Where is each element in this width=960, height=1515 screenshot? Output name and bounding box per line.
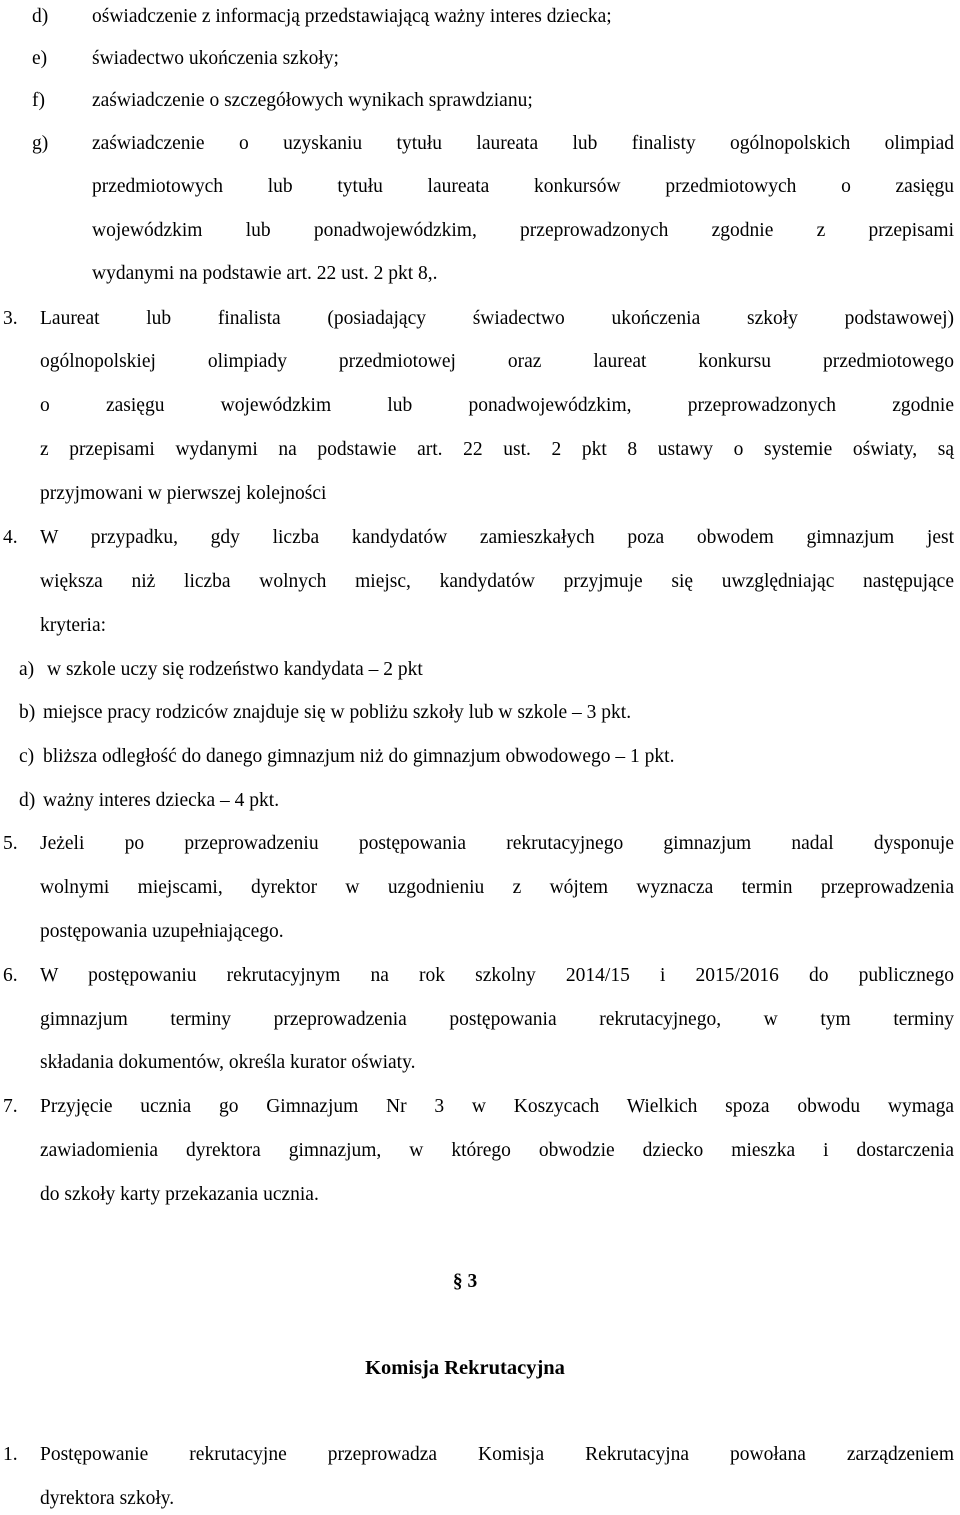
- list-label-e: e): [32, 48, 48, 69]
- section-title: Komisja Rekrutacyjna: [365, 1357, 565, 1379]
- item-3-line-4: z przepisami wydanymi na podstawie art. 22 ust. 2 pkt 8 ustawy o systemie oświaty, są: [40, 439, 954, 460]
- item-3-number: 3.: [3, 308, 18, 329]
- criterion-label-c: c): [19, 746, 35, 767]
- item-4-number: 4.: [3, 527, 18, 548]
- item-5-line-2: wolnymi miejscami, dyrektor w uzgodnieniu z wójtem wyznacza termin przeprowadzenia: [40, 877, 954, 898]
- item-6-line-1: W postępowaniu rekrutacyjnym na rok szkolny 2014/15 i 2015/2016 do publicznego: [40, 965, 954, 986]
- list-item-f-text: zaświadczenie o szczegółowych wynikach sprawdzianu;: [92, 90, 533, 111]
- item-5-line-3: postępowania uzupełniającego.: [40, 921, 284, 942]
- criterion-c-text: bliższa odległość do danego gimnazjum niż do gimnazjum obwodowego – 1 pkt.: [43, 746, 675, 767]
- item-6-line-3: składania dokumentów, określa kurator oświaty.: [40, 1052, 416, 1073]
- item-4-line-2: większa niż liczba wolnych miejsc, kandydatów przyjmuje się uwzględniając następujące: [40, 571, 954, 592]
- item-4-line-1: W przypadku, gdy liczba kandydatów zamieszkałych poza obwodem gimnazjum jest: [40, 527, 954, 548]
- item-3-line-5: przyjmowani w pierwszej kolejności: [40, 483, 327, 504]
- list-item-e-text: świadectwo ukończenia szkoły;: [92, 48, 339, 69]
- item-3-line-1: Laureat lub finalista (posiadający świadectwo ukończenia szkoły podstawowej): [40, 308, 954, 329]
- criterion-label-d: d): [19, 790, 36, 811]
- criterion-d-text: ważny interes dziecka – 4 pkt.: [43, 790, 280, 811]
- item-7-line-1: Przyjęcie ucznia go Gimnazjum Nr 3 w Koszycach Wielkich spoza obwodu wymaga: [40, 1096, 954, 1117]
- item-7-line-2: zawiadomienia dyrektora gimnazjum, w którego obwodzie dziecko mieszka i dostarczenia: [40, 1140, 954, 1161]
- list-label-d: d): [32, 6, 49, 27]
- list-label-g: g): [32, 133, 49, 154]
- section-mark: § 3: [452, 1271, 478, 1292]
- item-3-line-3: o zasięgu wojewódzkim lub ponadwojewódzkim, przeprowadzonych zgodnie: [40, 395, 954, 416]
- criterion-b-text: miejsce pracy rodziców znajduje się w pobliżu szkoły lub w szkole – 3 pkt.: [43, 702, 632, 723]
- list-label-f: f): [32, 90, 45, 111]
- section-item-1-line-2: dyrektora szkoły.: [40, 1488, 175, 1509]
- item-6-number: 6.: [3, 965, 18, 986]
- item-4-line-3: kryteria:: [40, 615, 107, 636]
- item-7-line-3: do szkoły karty przekazania ucznia.: [40, 1184, 319, 1205]
- item-6-line-2: gimnazjum terminy przeprowadzenia postępowania rekrutacyjnego, w tym terminy: [40, 1009, 954, 1030]
- list-item-g-line-1: zaświadczenie o uzyskaniu tytułu laureata lub finalisty ogólnopolskich olimpiad: [92, 133, 954, 154]
- criterion-a-text: w szkole uczy się rodzeństwo kandydata – 2 pkt: [47, 659, 423, 680]
- item-3-line-2: ogólnopolskiej olimpiady przedmiotowej oraz laureat konkursu przedmiotowego: [40, 351, 954, 372]
- list-item-g-line-3: wojewódzkim lub ponadwojewódzkim, przeprowadzonych zgodnie z przepisami: [92, 220, 954, 241]
- list-item-g-line-4: wydanymi na podstawie art. 22 ust. 2 pkt 8,.: [92, 263, 438, 284]
- item-5-number: 5.: [3, 833, 18, 854]
- section-item-1-number: 1.: [3, 1444, 18, 1465]
- criterion-label-a: a): [19, 659, 35, 680]
- item-7-number: 7.: [3, 1096, 18, 1117]
- section-item-1-line-1: Postępowanie rekrutacyjne przeprowadza Komisja Rekrutacyjna powołana zarządzeniem: [40, 1444, 954, 1465]
- criterion-label-b: b): [19, 702, 36, 723]
- item-5-line-1: Jeżeli po przeprowadzeniu postępowania rekrutacyjnego gimnazjum nadal dysponuje: [40, 833, 954, 854]
- list-item-g-line-2: przedmiotowych lub tytułu laureata konkursów przedmiotowych o zasięgu: [92, 176, 954, 197]
- list-item-d-text: oświadczenie z informacją przedstawiającą ważny interes dziecka;: [92, 6, 612, 27]
